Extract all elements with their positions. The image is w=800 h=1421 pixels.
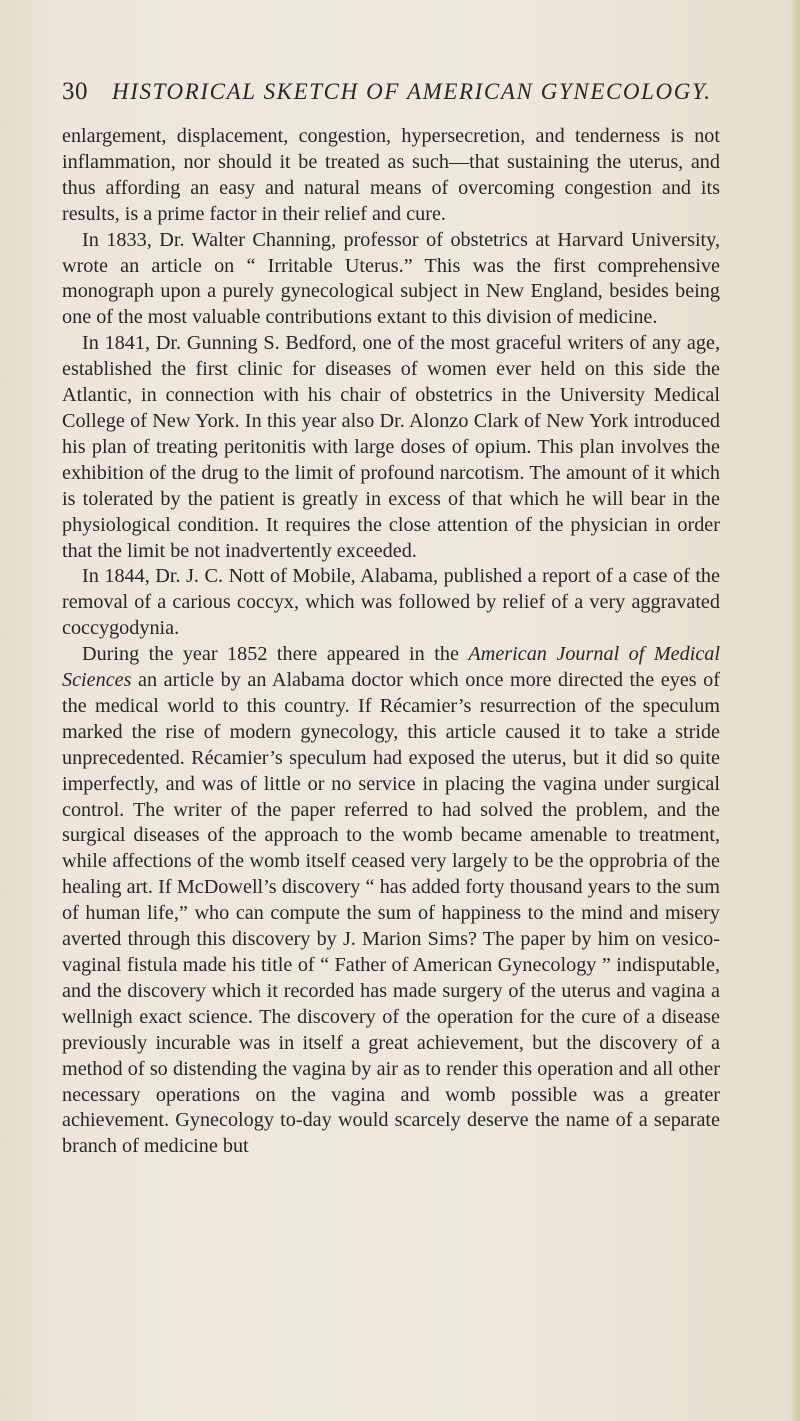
- page-number: 30: [62, 78, 88, 105]
- paragraph-text: In 1844, Dr. J. C. Nott of Mobile, Alabama, published a report of a case of the removal of a carious coccyx, which was followed by relief of a very aggravated coccygodynia.: [62, 565, 720, 640]
- paragraph-text: In 1841, Dr. Gunning S. Bedford, one of the most graceful writers of any age, established the first clinic for diseases of women ever held on this side the Atlantic, in connection with his chair of obstetrics in the University Medical College of New York. In this year also Dr. Alonzo Clark of New York introduced his plan of treating peritonitis with large doses of opium. This plan involves the exhibition of the drug to the limit of profound narcotism. The amount of it which is tolerated by the patient is greatly in excess of that which he will bear in the physiological condition. It requires the close attention of the physician in order that the limit be not inadvertently exceeded.: [62, 332, 720, 562]
- paragraph-text: During the year 1852 there appeared in the: [82, 643, 469, 666]
- page-header: [62, 78, 712, 108]
- paragraph-channing: [62, 228, 720, 332]
- paragraph-nott: [62, 564, 720, 642]
- paragraph-text: enlargement, displacement, congestion, hypersecretion, and tenderness is not inflammation, nor should it be treated as such—that sustaining the uterus, and thus affording an easy and natural means of overcoming congestion and its results, is a prime factor in their relief and cure.: [62, 125, 720, 225]
- journal-title: American Journal of Medical Sciences: [62, 643, 720, 692]
- paragraph-text: In 1833, Dr. Walter Channing, professor of obstetrics at Harvard University, wrote an article on “ Irritable Uterus.” This was the first comprehensive monograph upon a purely gynecological subject in New England, besides being one of the most valuable contributions extant to this division of medicine.: [62, 228, 720, 329]
- paragraph-continued: [62, 124, 720, 228]
- paragraph-text: an article by an Alabama doctor which once more directed the eyes of the medical world to this country. If Récamier’s resurrection of the speculum marked the rise of modern gynecology, this article caused it to take a stride unprecedented. Récamier’s speculum had exposed the uterus, but it did so quite imperfectly, and was of little or no service in placing the vagina under surgical control. The writer of the paper referred to had solved the problem, and the surgical diseases of the approach to the womb became amenable to treatment, while affections of the womb itself ceased very largely to be the opprobria of the healing art. If McDowell’s discovery “ has added forty thousand years to the sum of human life,” who can compute the sum of happiness to the mind and misery averted through this discovery by J. Marion Sims? The paper by him on vesico-vaginal fistula made his title of “ Father of American Gynecology ” indisputable, and the discovery which it recorded has made surgery of the uterus and vagina a wellnigh exact science. The discovery of the operation for the cure of a disease previously incurable was in itself a great achievement, but the discovery of a method of so distending the vagina by air as to render this operation and all other necessary operations on the vagina and womb possible was a greater achievement. Gynecology to-day would scarcely deserve the name of a separate branch of medicine but: [62, 669, 720, 1158]
- body-text: [62, 124, 720, 1160]
- paragraph-bedford: [62, 331, 720, 564]
- page-edge-shadow: [790, 0, 800, 1421]
- running-title: HISTORICAL SKETCH OF AMERICAN GYNECOLOGY.: [112, 79, 712, 104]
- paragraph-sims: [62, 642, 720, 1160]
